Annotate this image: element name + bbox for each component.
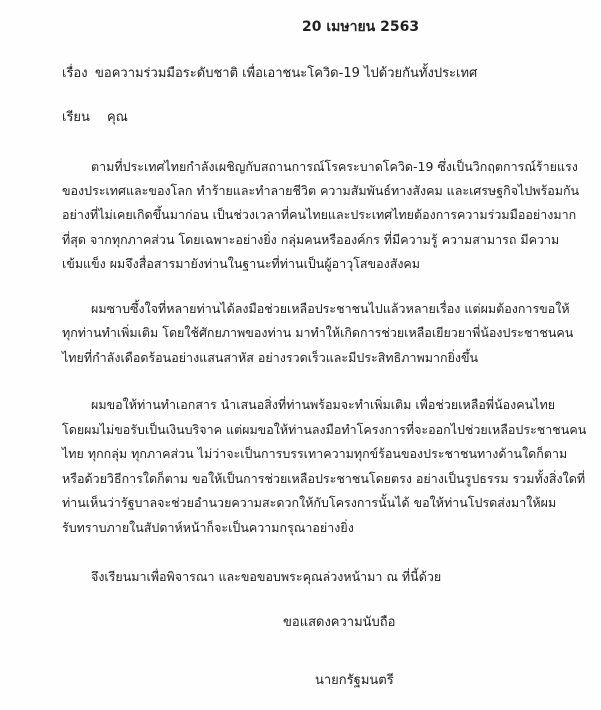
paragraph-2-line: ผมซาบซึ้งใจที่หลายท่านได้ลงมือช่วยเหลือประชาชนไปแล้วหลายเรื่อง แต่ผมต้องการขอให้ <box>91 301 570 316</box>
paragraph-2-line: ทุกท่านทำเพิ่มเติม โดยใช้ศักยภาพของท่าน มาทำให้เกิดการช่วยเหลือเยียวยาพี่น้องประชาชนคน <box>62 325 574 340</box>
paragraph-1-line: ตามที่ประเทศไทยกำลังเผชิญกับสถานการณ์โรคระบาดโควิด-19 ซึ่งเป็นวิกฤตการณ์ร้ายแรง <box>91 159 578 174</box>
subject-text: ขอความร่วมมือระดับชาติ เพื่อเอาชนะโควิด-19 ไปด้วยกันทั้งประเทศ <box>95 66 478 81</box>
paragraph-3-line: โดยผมไม่ขอรับเป็นเงินบริจาค แต่ผมขอให้ท่านลงมือทำโครงการที่จะออกไปช่วยเหลือประชาชนคน <box>62 422 587 437</box>
paragraph-2-line: ไทยที่กำลังเดือดร้อนอย่างแสนสาหัส อย่างรวดเร็วและมีประสิทธิภาพมากยิ่งขึ้น <box>62 350 479 365</box>
paragraph-3-line: รับทราบภายในสัปดาห์หน้าก็จะเป็นความกรุณาอย่างยิ่ง <box>62 520 354 535</box>
regards-line: ขอแสดงความนับถือ <box>283 615 396 630</box>
paragraph-1-line: ที่สุด จากทุกภาคส่วน โดยเฉพาะอย่างยิ่ง กลุ่มคนหรือองค์กร ที่มีความรู้ ความสามารถ มีความ <box>62 232 560 247</box>
paragraph-3-line: ผมขอให้ท่านทำเอกสาร นำเสนอสิ่งที่ท่านพร้อมจะทำเพิ่มเติม เพื่อช่วยเหลือพี่น้องคนไทย <box>91 397 556 412</box>
letter-date: 20 เมษายน 2563 <box>302 19 420 35</box>
paragraph-1-line: ของประเทศและของโลก ทำร้ายและทำลายชีวิต ความสัมพันธ์ทางสังคม และเศรษฐกิจไปพร้อมกัน <box>62 183 580 198</box>
paragraph-1-line: อย่างที่ไม่เคยเกิดขึ้นมาก่อน เป็นช่วงเวลาที่คนไทยและประเทศไทยต้องการความร่วมมืออย่างมาก <box>62 207 577 222</box>
closing-line: จึงเรียนมาเพื่อพิจารณา และขอขอบพระคุณล่วงหน้ามา ณ ที่นี้ด้วย <box>91 569 442 584</box>
subject-label: เรื่อง <box>62 66 88 81</box>
paragraph-3-line: หรือด้วยวิธีการใดก็ตาม ขอให้เป็นการช่วยเหลือประชาชนโดยตรง อย่างเป็นรูปธรรม รวมทั้งสิ่งใดที่ <box>62 471 586 486</box>
paragraph-3-line: ไทย ทุกกลุ่ม ทุกภาคส่วน ไม่ว่าจะเป็นการบรรเทาความทุกข์ร้อนของประชาชนทางด้านใดก็ตาม <box>62 446 568 461</box>
salutation-text: คุณ <box>107 110 128 125</box>
paragraph-1-line: เข้มแข็ง ผมจึงสื่อสารมายังท่านในฐานะที่ท่านเป็นผู้อาวุโสของสังคม <box>62 256 421 271</box>
signer-title: นายกรัฐมนตรี <box>315 673 394 688</box>
salutation-label: เรียน <box>62 110 90 125</box>
paragraph-3-line: ท่านเห็นว่ารัฐบาลจะช่วยอำนวยความสะดวกให้กับโครงการนั้นได้ ขอให้ท่านโปรดส่งมาให้ผม <box>62 495 557 510</box>
